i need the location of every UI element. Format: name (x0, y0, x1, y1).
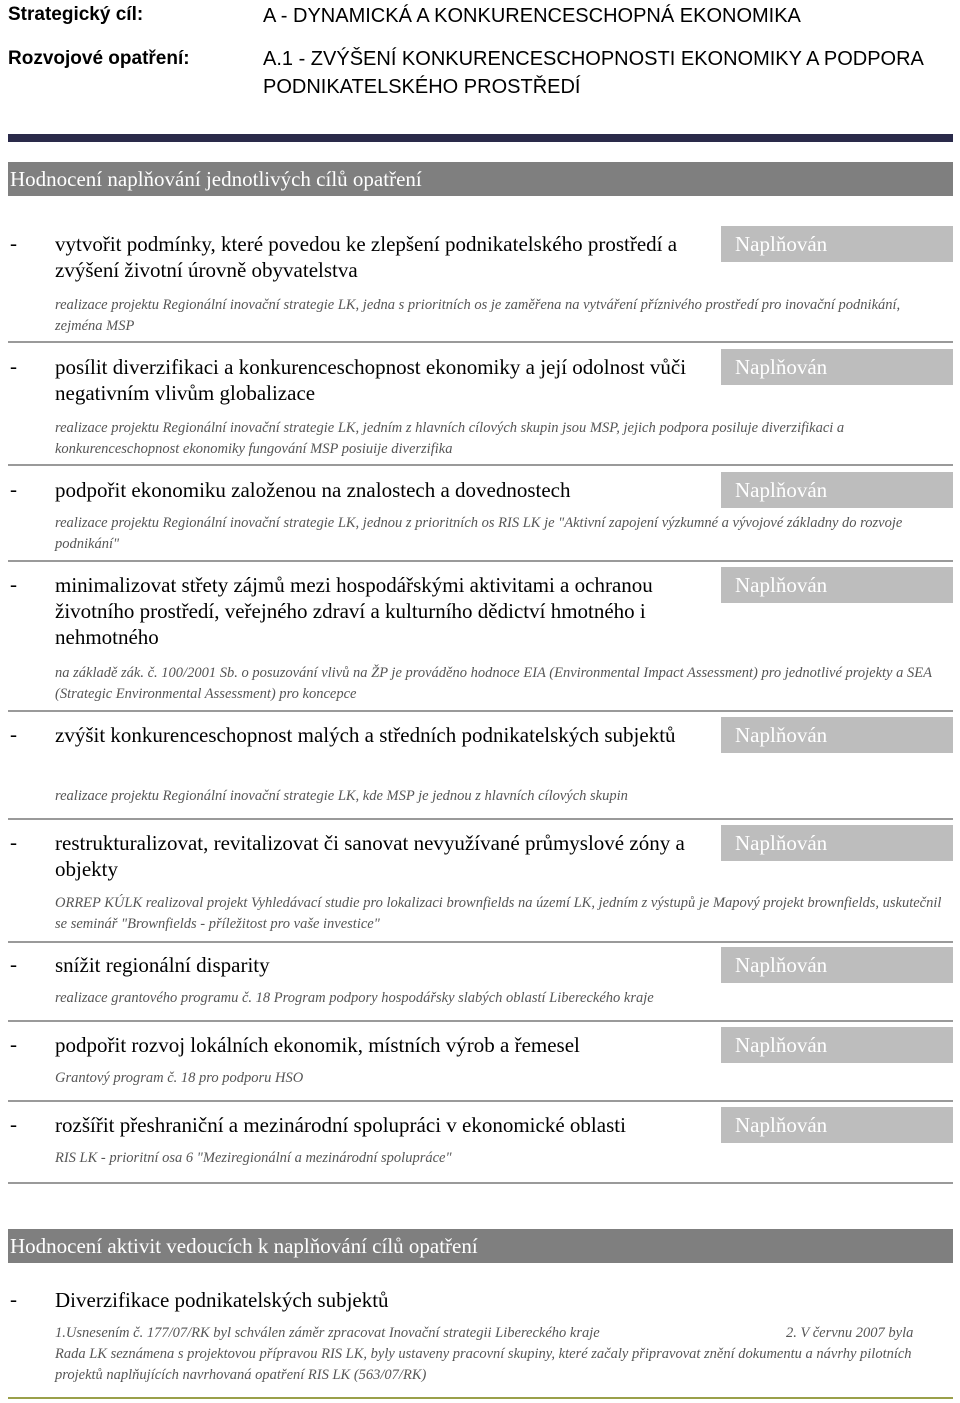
status-badge: Naplňován (721, 567, 953, 603)
header-divider (8, 134, 953, 142)
divider (8, 341, 953, 343)
goal-dash: - (10, 1032, 17, 1056)
goal-note: ORREP KÚLK realizoval projekt Vyhledávací studie pro lokalizaci brownfields na území LK, jedním z výstupů je Mapový projekt brownfields, uskutečnil se seminář "Brownfields - příležitost pro vaše investice" (55, 895, 942, 932)
divider (8, 1100, 953, 1102)
divider (8, 941, 953, 943)
goal-dash: - (10, 572, 17, 596)
status-badge: Naplňován (721, 825, 953, 861)
divider (8, 464, 953, 466)
goal-dash: - (10, 722, 17, 746)
goal-text: podpořit ekonomiku založenou na znalostech a dovednostech (55, 478, 571, 502)
goal-text: rozšířit přeshraniční a mezinárodní spolupráci v ekonomické oblasti (55, 1113, 626, 1137)
goal-text: snížit regionální disparity (55, 953, 270, 977)
goal-text: posílit diverzifikaci a konkurenceschopnost ekonomiky a její odolnost vůči negativním vlivům globalizace (55, 355, 687, 405)
activity-note-line1: 1.Usnesením č. 177/07/RK byl schválen záměr zpracovat Inovační strategii Libereckého kraje (55, 1325, 600, 1341)
goal-dash: - (10, 354, 17, 378)
status-badge: Naplňován (721, 717, 953, 753)
strategic-goal-value: A - DYNAMICKÁ A KONKURENCESCHOPNÁ EKONOMIKA (263, 5, 801, 27)
goal-dash: - (10, 477, 17, 501)
divider (8, 818, 953, 820)
activity-text: Diverzifikace podnikatelských subjektů (55, 1288, 389, 1312)
goal-text: zvýšit konkurenceschopnost malých a středních podnikatelských subjektů (55, 723, 676, 747)
status-badge: Naplňován (721, 349, 953, 385)
goal-note: realizace projektu Regionální inovační strategie LK, kde MSP je jednou z hlavních cílových skupin (55, 788, 628, 804)
goal-note: realizace projektu Regionální inovační strategie LK, jedna s prioritních os je zaměřena na vytváření příznivého prostředí pro inovační podnikání, zejména MSP (55, 297, 901, 334)
goal-dash: - (10, 1112, 17, 1136)
activity-note-rest: Rada LK seznámena s projektovou přípravou RIS LK, byly ustaveny pracovní skupiny, které začaly připravovat znění dokumentu a návrhy pilotních projektů naplňujících navrhovaná opatření RIS LK (563/07/RK) (55, 1346, 912, 1383)
goal-text: minimalizovat střety zájmů mezi hospodářskými aktivitami a ochranou životního prostředí, veřejného zdraví a kulturního dědictví hmotného i nehmotného (55, 573, 653, 649)
goal-note: Grantový program č. 18 pro podporu HSO (55, 1070, 304, 1086)
goal-note: realizace grantového programu č. 18 Program podpory hospodářsky slabých oblastí Libereckého kraje (55, 990, 654, 1006)
divider (8, 560, 953, 562)
goal-note: RIS LK - prioritní osa 6 "Meziregionální a mezinárodní spolupráce" (55, 1150, 452, 1166)
activity-dash: - (10, 1287, 17, 1311)
goal-text: podpořit rozvoj lokálních ekonomik, místních výrob a řemesel (55, 1033, 580, 1057)
goal-note: na základě zák. č. 100/2001 Sb. o posuzování vlivů na ŽP je prováděno hodnoce EIA (Environmental Impact Assessment) pro jednotlivé projekty a SEA (Strategic Environmental Assessment) pro koncepce (55, 665, 932, 702)
goal-text: vytvořit podmínky, které povedou ke zlepšení podnikatelského prostředí a zvýšení životní úrovně obyvatelstva (55, 232, 678, 282)
goal-dash: - (10, 830, 17, 854)
divider (8, 710, 953, 712)
goal-note: realizace projektu Regionální inovační strategie LK, jedním z hlavních cílových skupin jsou MSP, jejich podpora posiluje diverzifikaci a konkurenceschopnost ekonomiky fungování MSP posiuije diverzifika (55, 420, 845, 457)
activity-note-line1-right: 2. V červnu 2007 byla (786, 1325, 914, 1341)
goal-dash: - (10, 231, 17, 255)
status-badge: Naplňován (721, 1107, 953, 1143)
status-badge: Naplňován (721, 947, 953, 983)
status-badge: Naplňován (721, 1027, 953, 1063)
measure-label: Rozvojové opatření: (8, 48, 190, 69)
measure-value: A.1 - ZVÝŠENÍ KONKURENCESCHOPNOSTI EKONOMIKY A PODPORA PODNIKATELSKÉHO PROSTŘEDÍ (263, 48, 923, 98)
divider (8, 1020, 953, 1022)
status-badge: Naplňován (721, 226, 953, 262)
section-activities-title: Hodnocení aktivit vedoucích k naplňování cílů opatření (8, 1229, 953, 1263)
section-goals-title: Hodnocení naplňování jednotlivých cílů opatření (8, 162, 953, 196)
status-badge: Naplňován (721, 472, 953, 508)
goal-dash: - (10, 952, 17, 976)
goal-text: restrukturalizovat, revitalizovat či sanovat nevyužívané průmyslové zóny a objekty (55, 831, 685, 881)
bottom-divider (8, 1397, 953, 1399)
divider (8, 1182, 953, 1184)
strategic-goal-label: Strategický cíl: (8, 4, 144, 25)
goal-note: realizace projektu Regionální inovační strategie LK, jednou z prioritních os RIS LK je "Aktivní zapojení výzkumné a vývojové základny do rozvoje podnikání" (55, 515, 903, 552)
